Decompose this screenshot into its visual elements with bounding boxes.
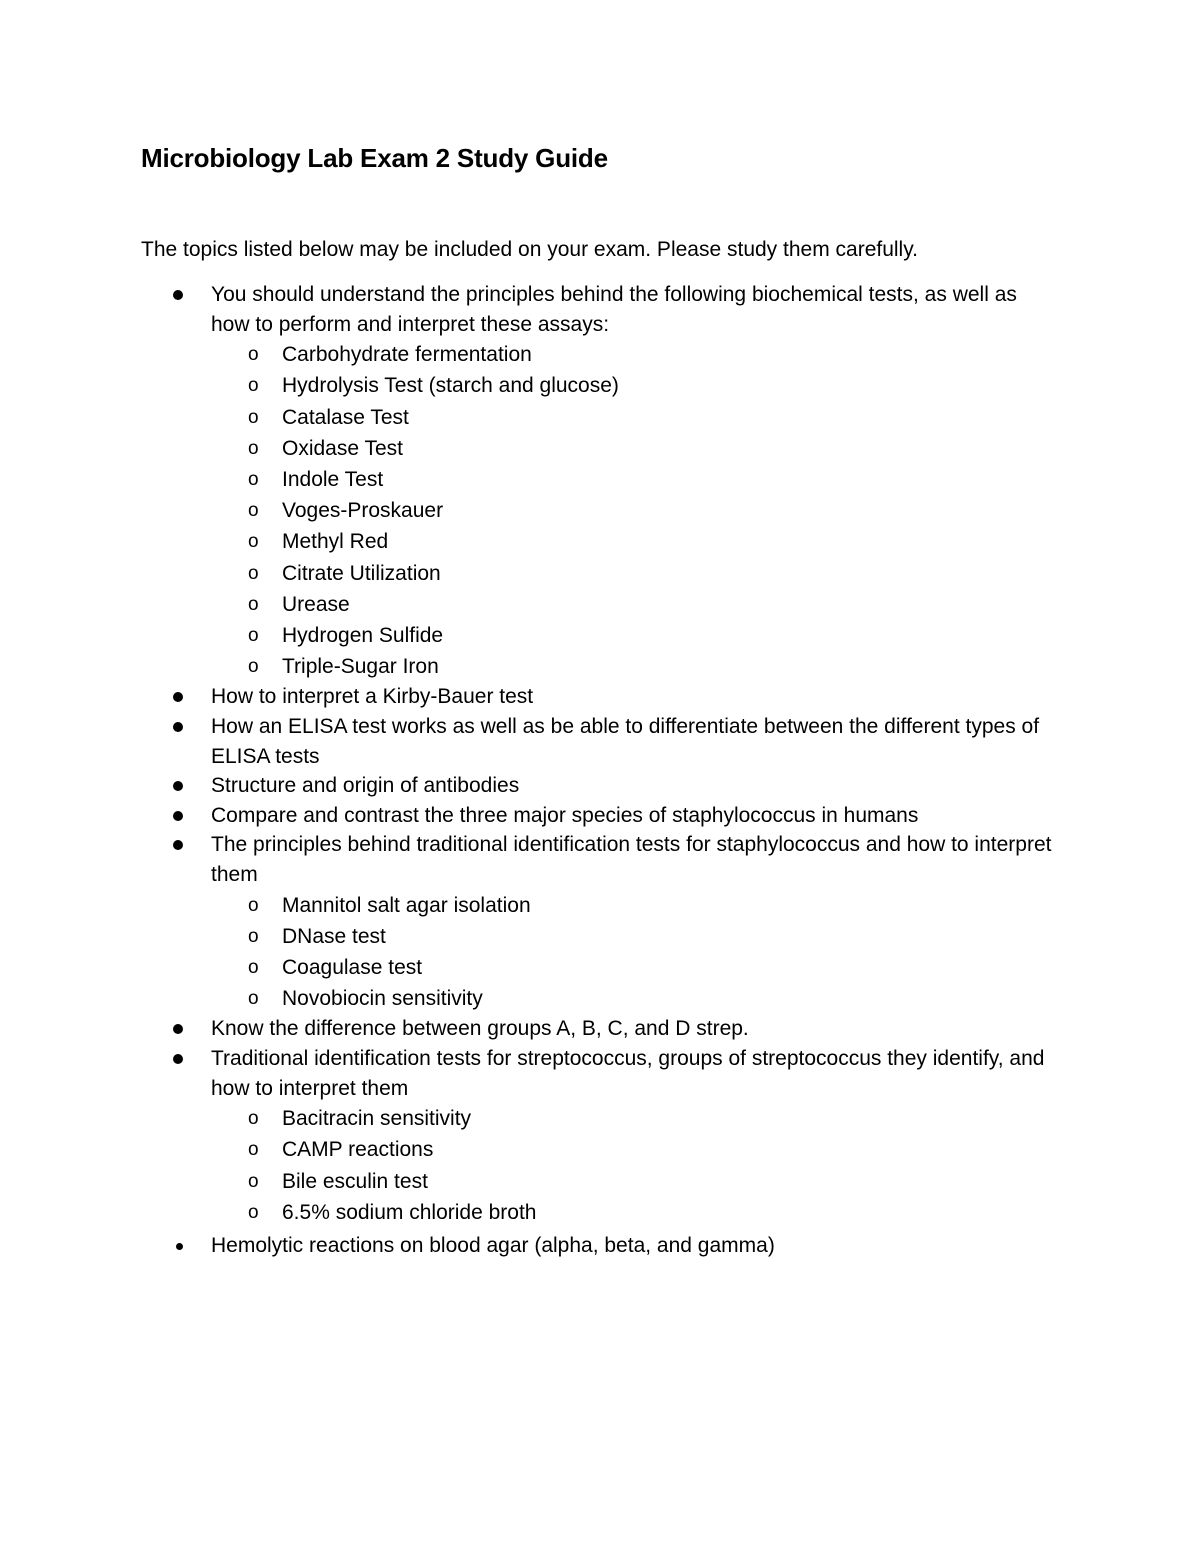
list-item: [0, 830, 1061, 1014]
circle-bullet-icon: o: [248, 469, 259, 490]
bullet-icon: [176, 1243, 183, 1250]
sub-list-item: [0, 983, 1061, 1014]
list-item: [0, 1044, 1061, 1228]
sub-list-item: [0, 433, 1061, 464]
circle-bullet-icon: o: [248, 562, 259, 584]
sub-list-item-text: Bile esculin test: [282, 1169, 428, 1193]
list-item-text: Know the difference between groups A, B, C, and D strep.: [211, 1017, 749, 1041]
circle-bullet-icon: o: [248, 593, 259, 615]
circle-bullet-icon: o: [248, 406, 259, 428]
sub-list-item: [0, 558, 1061, 589]
circle-bullet-icon: o: [248, 625, 259, 647]
sub-list-item-text: Hydrogen Sulfide: [282, 624, 444, 648]
list-item-text: How to interpret a Kirby-Bauer test: [211, 685, 534, 709]
bullet-icon: [173, 781, 183, 791]
sub-list-item-text: Indole Test: [282, 468, 384, 491]
bullet-icon: [173, 840, 183, 850]
intro-text: The topics listed below may be included on your exam. Please study them carefully.: [141, 238, 918, 261]
sub-list-item: [0, 464, 1061, 495]
list-item: [0, 1014, 1061, 1044]
list-item: [0, 712, 1061, 771]
list-item: [0, 771, 1061, 801]
page-title: Microbiology Lab Exam 2 Study Guide: [141, 143, 608, 173]
sub-list-item: [0, 526, 1061, 557]
sub-list-item-text: Hydrolysis Test (starch and glucose): [282, 374, 619, 398]
list-item: [0, 682, 1061, 712]
sub-list-item: [0, 589, 1061, 620]
bullet-icon: [173, 1024, 183, 1034]
sub-list-item: [0, 921, 1061, 952]
circle-bullet-icon: o: [248, 531, 259, 553]
topic-list: [0, 280, 1200, 1261]
circle-bullet-icon: o: [248, 1108, 259, 1130]
circle-bullet-icon: o: [248, 656, 259, 678]
circle-bullet-icon: o: [248, 988, 259, 1010]
list-item-text: You should understand the principles behind the following biochemical tests, as well as how to perform and interpret these assays:: [211, 283, 1017, 336]
list-item: [0, 801, 1061, 831]
sub-list-item-text: Citrate Utilization: [282, 561, 441, 585]
sub-list-item-text: 6.5% sodium chloride broth: [282, 1200, 537, 1224]
sub-list-item-text: Triple-Sugar Iron: [282, 655, 439, 679]
list-item-text: Structure and origin of antibodies: [211, 774, 520, 798]
sub-list-item: [0, 1166, 1061, 1197]
sub-list-item-text: Catalase Test: [282, 405, 409, 429]
circle-bullet-icon: o: [248, 375, 259, 397]
circle-bullet-icon: o: [248, 925, 259, 947]
sub-list-item-text: Oxidase Test: [282, 436, 404, 460]
circle-bullet-icon: o: [248, 437, 259, 459]
list-item-text: Compare and contrast the three major species of staphylococcus in humans: [211, 803, 919, 827]
sub-list-item-text: Bacitracin sensitivity: [282, 1107, 472, 1131]
list-item: [0, 280, 1061, 682]
sub-list-item-text: CAMP reactions: [282, 1138, 434, 1162]
circle-bullet-icon: o: [248, 500, 259, 522]
circle-bullet-icon: o: [248, 956, 259, 978]
circle-bullet-icon: o: [248, 1139, 259, 1161]
sub-list-item-text: Coagulase test: [282, 955, 423, 979]
sub-list-item-text: Novobiocin sensitivity: [282, 987, 483, 1011]
circle-bullet-icon: o: [248, 344, 259, 366]
bullet-icon: [173, 692, 183, 702]
sub-list: [0, 890, 1061, 1015]
sub-list-item: [0, 890, 1061, 921]
sub-list: [0, 339, 1061, 682]
sub-list-item-text: Mannitol salt agar isolation: [282, 893, 531, 917]
list-item-text: The principles behind traditional identification tests for staphylococcus and how to interpret them: [211, 833, 1052, 886]
list-item-text: Traditional identification tests for streptococcus, groups of streptococcus they identify, and how to interpret them: [211, 1046, 1045, 1100]
sub-list-item-text: DNase test: [282, 924, 386, 948]
list-item-text: Hemolytic reactions on blood agar (alpha, beta, and gamma): [211, 1233, 775, 1257]
sub-list-item-text: Voges-Proskauer: [282, 499, 444, 523]
sub-list-item-text: Carbohydrate fermentation: [282, 343, 532, 367]
sub-list-item-text: Methyl Red: [282, 530, 389, 554]
circle-bullet-icon: o: [248, 1201, 259, 1223]
circle-bullet-icon: o: [248, 894, 259, 916]
sub-list-item: [0, 402, 1061, 433]
list-item: [0, 1231, 1061, 1261]
sub-list-item: [0, 1134, 1061, 1165]
sub-list-item: [0, 1197, 1061, 1228]
bullet-icon: [173, 811, 183, 821]
bullet-icon: [173, 290, 183, 300]
sub-list-item-text: Urease: [282, 592, 350, 616]
sub-list-item: [0, 651, 1061, 682]
bullet-icon: [173, 1054, 183, 1064]
sub-list-item: [0, 495, 1061, 526]
circle-bullet-icon: o: [248, 1170, 259, 1192]
sub-list-item: [0, 620, 1061, 651]
sub-list-item: [0, 339, 1061, 370]
sub-list-item: [0, 952, 1061, 983]
list-item-text: How an ELISA test works as well as be able to differentiate between the different types of ELISA tests: [211, 715, 1040, 768]
bullet-icon: [173, 722, 183, 732]
sub-list-item: [0, 370, 1061, 401]
sub-list: [0, 1103, 1061, 1228]
sub-list-item: [0, 1103, 1061, 1134]
